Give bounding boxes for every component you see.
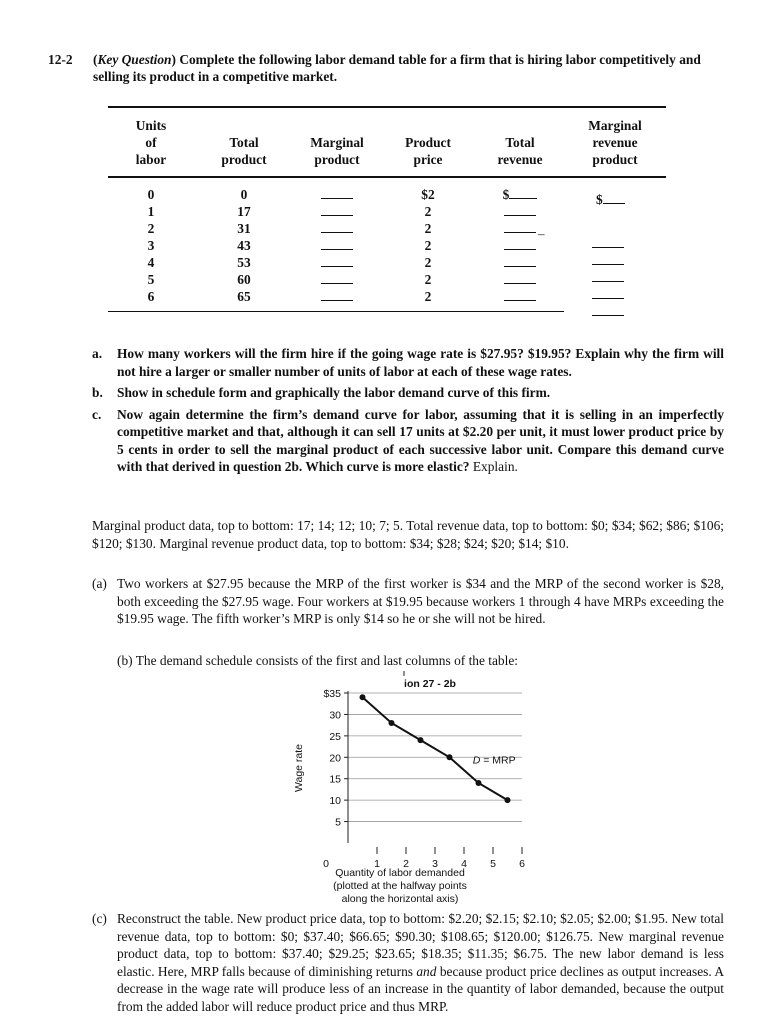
units-cell: 4 [147, 255, 155, 270]
data-point [447, 754, 453, 760]
price-cell: $2 [421, 187, 435, 202]
x-tick-label: 4 [461, 858, 467, 870]
labor-demand-table [108, 106, 666, 312]
chart-title: ion 27 - 2b [404, 678, 456, 690]
marginal-product-blank [294, 271, 380, 288]
labor-demand-chart [280, 671, 540, 911]
header-marginal-revenue-product: Marginal revenue product [588, 118, 642, 167]
data-point [418, 737, 424, 743]
units-cell: 2 [147, 221, 155, 236]
header-total-revenue: Total revenue [497, 135, 543, 167]
units-cell: 6 [108, 288, 194, 312]
header-units-of-labor: Units of labor [135, 118, 167, 167]
units-cell: 0 [147, 187, 155, 202]
x-tick-label: 1 [374, 858, 380, 870]
mrp-blank [592, 315, 624, 316]
total-product-cell: 31 [237, 221, 251, 236]
y-tick-label: 5 [335, 816, 341, 829]
total-product-cell: 53 [237, 255, 251, 270]
revenue-blank [476, 220, 564, 237]
y-axis-label: Wage rate [293, 743, 305, 793]
data-point [476, 780, 482, 786]
question-text: (Key Question) Complete the following labor demand table for a firm that is hiring labor competitively and selling its product in a competitive market. [93, 52, 701, 84]
sub-questions [92, 345, 724, 480]
y-tick-label: 25 [329, 730, 341, 743]
revenue-blank [476, 237, 564, 254]
units-cell: 1 [147, 204, 155, 219]
stray-dash-mark: – [538, 226, 545, 241]
y-tick-label: 10 [329, 795, 341, 808]
revenue-blank: $ [476, 177, 564, 203]
sub-question-a: a. How many workers will the firm hire if the going wage rate is $27.95? $19.95? Explain why the firm will not hire a larger or smaller number of units of labor at each of these wage rates. [92, 346, 724, 379]
x-axis-caption: Quantity of labor demanded (plotted at the halfway points along the horizontal axis) [333, 867, 467, 905]
mrp-first-blank: $ [596, 191, 625, 208]
data-point [360, 694, 366, 700]
series-label: D = MRP [472, 754, 516, 767]
answer-part-a: (a) Two workers at $27.95 because the MRP of the first worker is $34 and the MRP of the second worker is $28, both exceeding the $27.95 wage. Four workers at $19.95 because workers 1 through 4 have MRPs exceeding the $19.95 wage. The fifth worker’s MRP is only $14 so he or she will not be hired. [92, 576, 724, 626]
header-total-product: Total product [221, 135, 267, 167]
revenue-blank [476, 203, 564, 220]
total-product-cell: 43 [237, 238, 251, 253]
marginal-product-blank [294, 203, 380, 220]
marginal-product-blank [294, 220, 380, 237]
y-tick-label: 15 [329, 773, 341, 786]
header-marginal-product: Marginal product [310, 135, 364, 167]
y-tick-label: 30 [329, 709, 341, 722]
question-number: 12-2 [48, 52, 73, 67]
y-tick-label: 20 [329, 752, 341, 765]
answer-part-c: (c) Reconstruct the table. New product price data, top to bottom: $2.20; $2.15; $2.10; $2.05; $2.00; $1.95. New total revenue data, top to bottom: $0; $37.40; $66.65; $90.30; $108.65; $120.00; $126.75. New marginal revenue product data, top to bottom: $37.40; $29.25; $23.65; $18.35; $11.35; $6.75. The new labor demand is less elastic. Here, MRP falls because of diminishing returns and because product price declines as output increases. A decrease in the wage rate will produce less of an increase in the quantity of labor demanded, because the output from the added labor will reduce product price and thus MRP. [92, 911, 724, 1014]
total-product-cell: 60 [237, 272, 251, 287]
total-product-cell: 0 [240, 187, 248, 202]
price-cell: 2 [424, 238, 432, 253]
header-product-price: Product price [405, 135, 451, 167]
x-tick-label: 6 [519, 858, 525, 870]
units-cell: 5 [147, 272, 155, 287]
revenue-blank [476, 288, 564, 312]
units-cell: 3 [147, 238, 155, 253]
answer-intro: Marginal product data, top to bottom: 17; 14; 12; 10; 7; 5. Total revenue data, top to bottom: $0; $34; $62; $86; $106; $120; $130. Marginal revenue product data, top to bottom: $34; $28; $24; $20; $14; $10. [92, 518, 724, 551]
price-cell: 2 [380, 288, 476, 312]
chart-svg [280, 671, 540, 871]
x-tick-label: 2 [403, 858, 409, 870]
x-tick-label: 5 [490, 858, 496, 870]
question-body: Complete the following labor demand table for a firm that is hiring labor competitively and selling its product in a competitive market. [93, 52, 701, 84]
price-cell: 2 [424, 221, 432, 236]
table-row [108, 177, 666, 203]
price-cell: 2 [424, 204, 432, 219]
marginal-product-blank [294, 237, 380, 254]
mrp-blank [592, 247, 624, 248]
price-cell: 2 [424, 272, 432, 287]
y-tick-label: $35 [323, 688, 341, 700]
mrp-blank [592, 298, 624, 299]
data-point [389, 720, 395, 726]
question-header [48, 51, 738, 85]
mrp-blank [592, 264, 624, 265]
mrp-column [538, 177, 666, 312]
sub-question-c: c. Now again determine the firm’s demand curve for labor, assuming that it is selling in an imperfectly competitive market and that, although it can sell 17 units at $2.20 per unit, it must lower product price by 5 cents in order to sell the marginal product of each successive labor unit. Compare this demand curve with that derived in question 2b. Which curve is more elastic? Explain. [92, 406, 724, 474]
data-point [505, 797, 511, 803]
x-tick-label: 3 [432, 858, 438, 870]
marginal-product-blank [294, 177, 380, 203]
mrp-blank [592, 281, 624, 282]
revenue-blank [476, 254, 564, 271]
demand-curve-line [363, 697, 508, 800]
price-cell: 2 [424, 255, 432, 270]
sub-question-b: b. Show in schedule form and graphically the labor demand curve of this firm. [92, 385, 551, 400]
revenue-blank [476, 271, 564, 288]
x-tick-label: 0 [323, 858, 329, 870]
marginal-product-blank [294, 288, 380, 312]
total-product-cell: 65 [194, 288, 294, 312]
key-question-label: Key Question [97, 52, 172, 67]
answer-part-b: (b) The demand schedule consists of the first and last columns of the table: [117, 653, 519, 668]
table-header-row [108, 107, 666, 177]
total-product-cell: 17 [237, 204, 251, 219]
marginal-product-blank [294, 254, 380, 271]
